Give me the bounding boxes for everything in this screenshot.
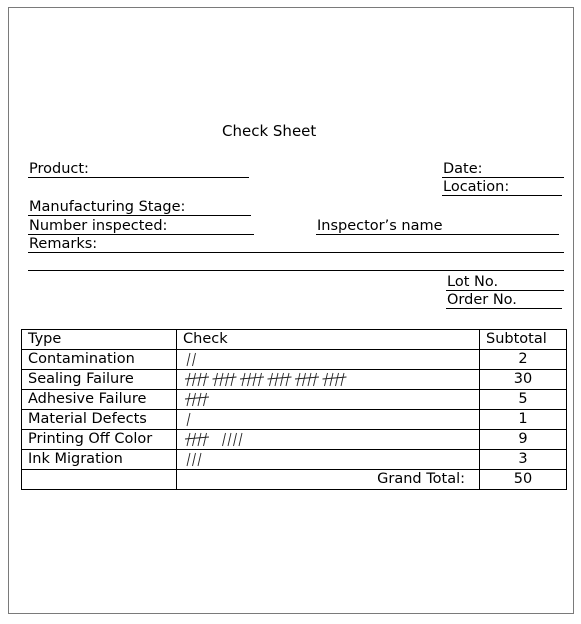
tally-stroke <box>228 433 231 446</box>
tally-stroke <box>234 433 237 446</box>
tally-stroke <box>198 393 201 406</box>
tally-stroke <box>187 433 190 446</box>
check-sheet-table <box>21 329 567 490</box>
column-header-subtotal: Subtotal <box>480 330 567 350</box>
table-row <box>22 450 567 470</box>
sheet-title: Check Sheet <box>222 122 317 140</box>
tally-stroke <box>204 373 207 386</box>
lot-number-underline <box>446 290 564 291</box>
tally-stroke <box>297 373 300 386</box>
table-row <box>22 430 567 450</box>
tally-stroke <box>187 453 190 466</box>
product-label: Product: <box>29 161 89 177</box>
tally-stroke <box>231 373 234 386</box>
tally-stroke <box>193 373 196 386</box>
grand-total-empty-cell <box>22 470 177 490</box>
table-row <box>22 410 567 430</box>
subtotal-cell: 1 <box>480 410 567 430</box>
inspector-name-underline <box>316 234 559 235</box>
table-row <box>22 370 567 390</box>
tally-cell <box>177 410 480 430</box>
tally-stroke <box>330 373 333 386</box>
grand-total-label: Grand Total: <box>177 470 480 490</box>
remarks-underline-2 <box>28 270 564 271</box>
tally-stroke <box>259 373 262 386</box>
tally-stroke <box>239 433 242 446</box>
tally-stroke <box>187 353 190 366</box>
column-header-type: Type <box>22 330 177 350</box>
defect-type-cell: Material Defects <box>22 410 177 430</box>
tally-stroke <box>187 393 190 406</box>
tally-stroke <box>253 373 256 386</box>
tally-stroke <box>248 373 251 386</box>
manufacturing-stage-label: Manufacturing Stage: <box>29 199 186 215</box>
number-inspected-label: Number inspected: <box>29 218 168 234</box>
tally-cell <box>177 370 480 390</box>
location-label: Location: <box>443 179 510 195</box>
tally-stroke <box>286 373 289 386</box>
defect-type-cell: Adhesive Failure <box>22 390 177 410</box>
tally-stroke <box>193 433 196 446</box>
subtotal-cell: 2 <box>480 350 567 370</box>
tally-stroke <box>281 373 284 386</box>
tally-marks <box>183 370 358 389</box>
order-number-underline <box>446 308 562 309</box>
tally-stroke <box>198 373 201 386</box>
remarks-label: Remarks: <box>29 236 98 252</box>
tally-cell <box>177 450 480 470</box>
subtotal-cell: 9 <box>480 430 567 450</box>
tally-marks <box>183 430 251 449</box>
tally-group <box>183 450 210 469</box>
remarks-underline-1 <box>28 252 564 253</box>
tally-marks <box>183 450 210 469</box>
tally-stroke <box>193 353 196 366</box>
lot-number-label: Lot No. <box>447 274 499 290</box>
grand-total-value: 50 <box>480 470 567 490</box>
manufacturing-stage-underline <box>28 215 251 216</box>
tally-marks <box>183 350 204 369</box>
tally-stroke <box>187 413 190 426</box>
tally-stroke <box>226 373 229 386</box>
tally-group <box>183 430 251 449</box>
defect-type-cell: Sealing Failure <box>22 370 177 390</box>
product-underline <box>28 177 249 178</box>
defect-type-cell: Ink Migration <box>22 450 177 470</box>
location-underline <box>442 195 562 196</box>
tally-group <box>183 350 204 369</box>
defect-type-cell: Contamination <box>22 350 177 370</box>
subtotal-cell: 30 <box>480 370 567 390</box>
date-underline <box>442 177 564 178</box>
subtotal-cell: 5 <box>480 390 567 410</box>
tally-stroke <box>204 433 207 446</box>
tally-stroke <box>270 373 273 386</box>
tally-stroke <box>198 433 201 446</box>
tally-cell <box>177 430 480 450</box>
tally-stroke <box>187 373 190 386</box>
tally-group <box>183 410 199 429</box>
date-label: Date: <box>443 161 483 177</box>
tally-stroke <box>220 373 223 386</box>
tally-stroke <box>303 373 306 386</box>
tally-stroke <box>223 433 226 446</box>
subtotal-cell: 3 <box>480 450 567 470</box>
number-inspected-underline <box>28 234 254 235</box>
tally-stroke <box>314 373 317 386</box>
tally-marks <box>183 390 221 409</box>
order-number-label: Order No. <box>447 292 517 308</box>
tally-stroke <box>308 373 311 386</box>
tally-stroke <box>325 373 328 386</box>
tally-stroke <box>341 373 344 386</box>
tally-group <box>183 370 358 389</box>
table-row <box>22 390 567 410</box>
inspector-name-label: Inspector’s name <box>317 218 443 234</box>
check-sheet-page <box>8 7 574 614</box>
column-header-check: Check <box>177 330 480 350</box>
tally-group <box>183 390 221 409</box>
tally-cell <box>177 350 480 370</box>
tally-stroke <box>242 373 245 386</box>
tally-stroke <box>215 373 218 386</box>
tally-stroke <box>275 373 278 386</box>
tally-stroke <box>336 373 339 386</box>
tally-stroke <box>204 393 207 406</box>
tally-cell <box>177 390 480 410</box>
table-header-row <box>22 330 567 350</box>
tally-marks <box>183 410 199 429</box>
grand-total-row <box>22 470 567 490</box>
defect-type-cell: Printing Off Color <box>22 430 177 450</box>
tally-stroke <box>193 393 196 406</box>
tally-stroke <box>193 453 196 466</box>
table-row <box>22 350 567 370</box>
tally-stroke <box>198 453 201 466</box>
